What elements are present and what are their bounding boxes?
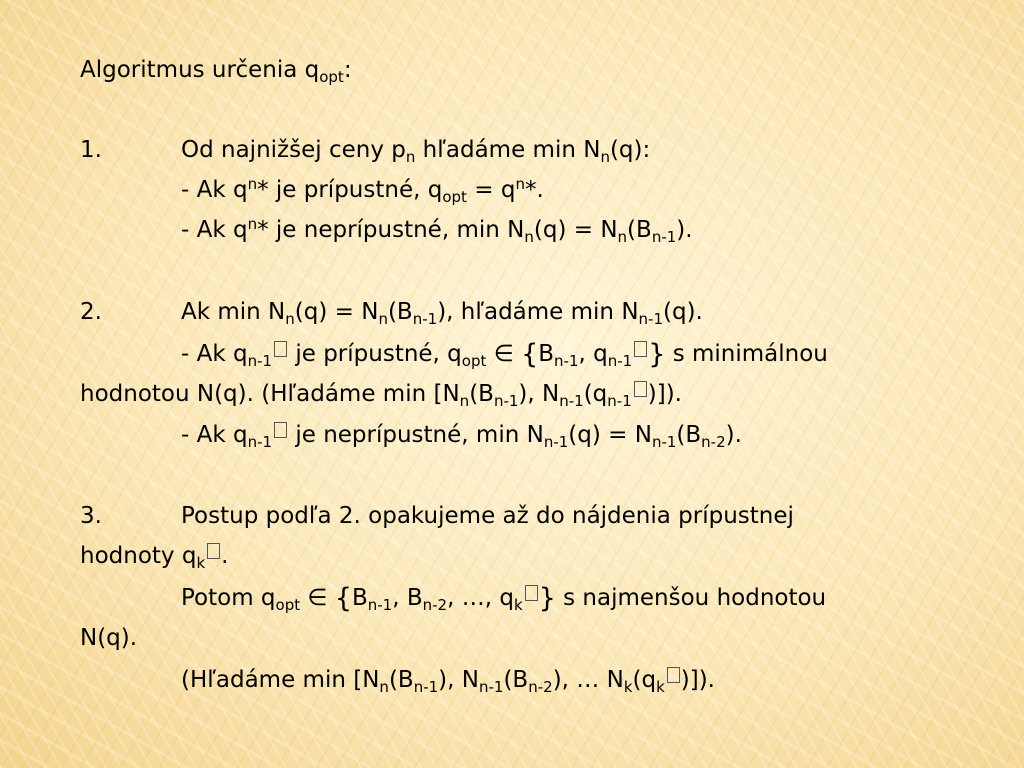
- text-run: , q: [578, 341, 608, 367]
- subscript: k: [656, 678, 665, 696]
- text-run: (B: [627, 217, 652, 243]
- text-run: (B: [469, 381, 494, 407]
- element-of-symbol: ∈: [300, 585, 335, 611]
- text-run: - Ak q: [181, 341, 248, 367]
- title-subscript: opt: [319, 68, 344, 86]
- subscript: opt: [275, 596, 301, 614]
- close-brace: }: [648, 339, 666, 370]
- subscript: n-1: [247, 433, 273, 451]
- text-run: * je neprípustné, min N: [257, 217, 525, 243]
- missing-glyph-icon: [274, 422, 287, 438]
- subscript: n-1: [367, 596, 393, 614]
- step-1-number: 1.: [80, 137, 102, 163]
- step-3-line-3: [181, 583, 826, 613]
- superscript: n: [247, 215, 258, 233]
- subscript: n-2: [422, 596, 448, 614]
- subscript: n: [617, 228, 628, 246]
- subscript: n-1: [247, 352, 273, 370]
- subscript: n-1: [607, 352, 633, 370]
- step-3-number: 3.: [80, 503, 102, 529]
- text-run: (q) = N: [568, 422, 652, 448]
- step-1-line-2: [181, 175, 544, 205]
- text-run: (q) = N: [294, 299, 379, 325]
- text-run: je prípustné, q: [288, 341, 462, 367]
- subscript: n: [459, 392, 470, 410]
- subscript: opt: [442, 188, 467, 206]
- missing-glyph-icon: [207, 543, 220, 559]
- text-run: (q: [583, 381, 608, 407]
- text-run: hodnoty q: [80, 543, 197, 569]
- subscript: n-2: [528, 678, 553, 696]
- subscript: n: [285, 310, 295, 328]
- step-3-line-1: [181, 501, 794, 531]
- missing-glyph-icon: [634, 341, 647, 357]
- subscript: k: [623, 678, 633, 696]
- text-run: hľadáme min N: [415, 137, 601, 163]
- close-brace: }: [538, 583, 556, 614]
- missing-glyph-icon: [634, 381, 647, 397]
- subscript: n: [379, 678, 389, 696]
- text-run: ), hľadáme min N: [437, 299, 639, 325]
- slide-title: [80, 55, 352, 85]
- step-2-line-2: [181, 339, 828, 369]
- subscript: n-1: [554, 352, 579, 370]
- text-run: , …, q: [447, 585, 514, 611]
- text-run: B: [538, 341, 555, 367]
- subscript: n-1: [412, 310, 438, 328]
- subscript: n-1: [638, 310, 663, 328]
- step-2-line-1: [181, 297, 703, 327]
- text-run: B: [351, 585, 368, 611]
- text-run: (q: [632, 667, 657, 693]
- text-run: (q) = N: [533, 217, 618, 243]
- step-1-line-3: [181, 215, 693, 245]
- text-run: (q).: [663, 299, 703, 325]
- step-2-line-3: [80, 379, 682, 409]
- text-run: s najmenšou hodnotou: [555, 585, 827, 611]
- text-run: - Ak q: [181, 217, 248, 243]
- open-brace: {: [521, 339, 539, 370]
- text-run: (B: [388, 667, 414, 693]
- text-run: N(q).: [80, 625, 138, 651]
- subscript: n-1: [651, 228, 677, 246]
- subscript: k: [513, 596, 523, 614]
- text-run: je neprípustné, min N: [288, 422, 544, 448]
- subscript: n-1: [607, 392, 632, 410]
- subscript: n: [600, 148, 610, 166]
- text-run: )]).: [680, 667, 715, 693]
- text-run: Od najnižšej ceny p: [181, 137, 406, 163]
- step-2-line-4: [181, 420, 742, 450]
- step-3-line-5: [181, 665, 715, 695]
- text-run: (Hľadáme min [N: [181, 667, 380, 693]
- missing-glyph-icon: [667, 667, 680, 683]
- text-run: (B: [676, 422, 702, 448]
- subscript: opt: [461, 352, 487, 370]
- subscript: n-2: [701, 433, 726, 451]
- text-run: , B: [392, 585, 423, 611]
- subscript: n-1: [651, 433, 677, 451]
- subscript: k: [196, 554, 206, 572]
- text-run: * je prípustné, q: [257, 177, 443, 203]
- text-run: ), … N: [552, 667, 624, 693]
- text-run: Ak min N: [181, 299, 286, 325]
- text-run: ).: [676, 217, 693, 243]
- subscript: n: [378, 310, 388, 328]
- open-brace: {: [334, 583, 352, 614]
- text-run: *.: [524, 177, 544, 203]
- text-run: = q: [466, 177, 516, 203]
- text-run: (B: [503, 667, 529, 693]
- text-run: hodnotou N(q). (Hľadáme min [N: [80, 381, 460, 407]
- text-run: (B: [387, 299, 413, 325]
- missing-glyph-icon: [525, 585, 538, 601]
- text-run: ), N: [518, 381, 560, 407]
- text-run: - Ak q: [181, 177, 248, 203]
- subscript: n-1: [559, 392, 584, 410]
- title-tail: :: [343, 57, 352, 83]
- subscript: n-1: [478, 678, 504, 696]
- subscript: n-1: [413, 678, 439, 696]
- text-run: ), N: [438, 667, 479, 693]
- subscript: n: [405, 148, 416, 166]
- step-2-number: 2.: [80, 299, 102, 325]
- title-text: Algoritmus určenia q: [80, 57, 320, 83]
- text-run: .: [221, 543, 229, 569]
- text-run: Potom q: [181, 585, 276, 611]
- text-run: s minimálnou: [665, 341, 828, 367]
- text-run: - Ak q: [181, 422, 248, 448]
- text-run: ).: [725, 422, 742, 448]
- subscript: n: [524, 228, 534, 246]
- subscript: n-1: [543, 433, 569, 451]
- subscript: n-1: [493, 392, 519, 410]
- superscript: n: [247, 175, 258, 193]
- missing-glyph-icon: [274, 341, 287, 357]
- superscript: n: [515, 175, 525, 193]
- text-run: (q):: [609, 137, 651, 163]
- text-run: )]).: [647, 381, 682, 407]
- text-run: Postup podľa 2. opakujeme až do nájdenia prípustnej: [181, 503, 794, 529]
- element-of-symbol: ∈: [486, 341, 522, 367]
- step-3-line-2: [80, 541, 228, 571]
- step-1-line-1: [181, 135, 650, 165]
- step-3-line-4: [80, 623, 137, 653]
